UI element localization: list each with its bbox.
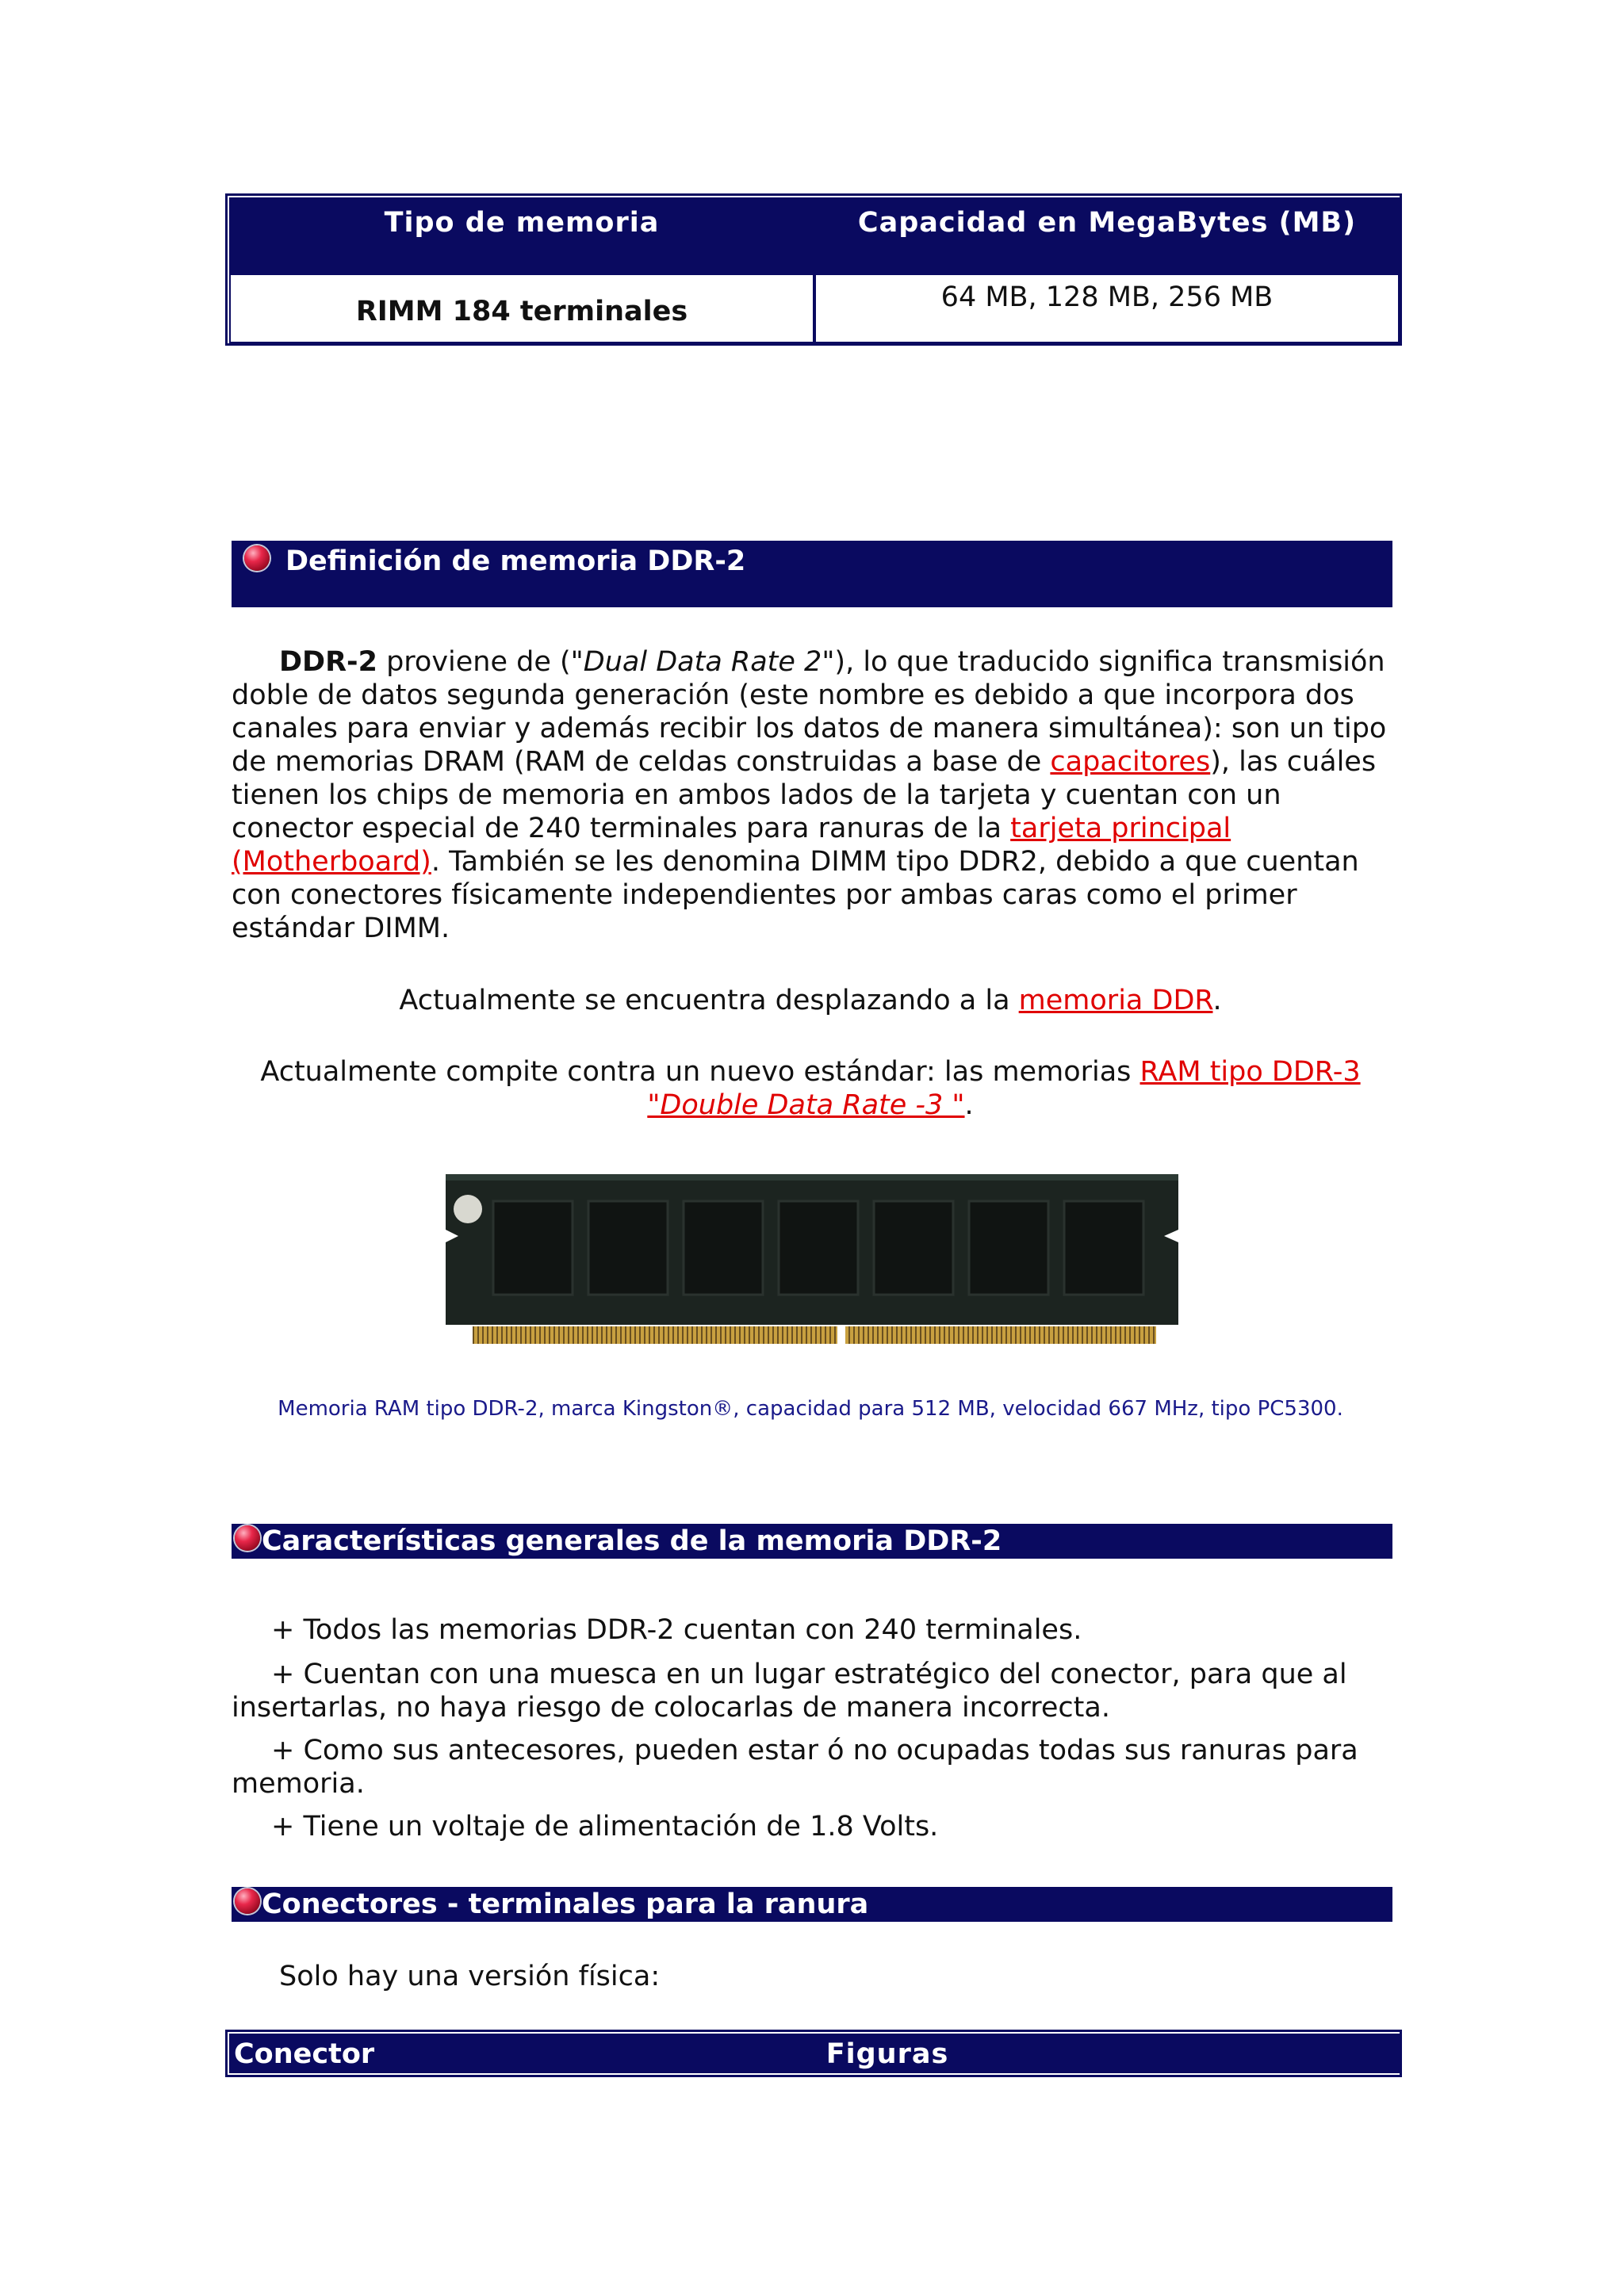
link-memoria-ddr[interactable]: memoria DDR — [1018, 985, 1213, 1016]
header-connector: Conector — [229, 2034, 375, 2073]
ddr2-ram-module-image — [441, 1169, 1183, 1350]
section-title: Conectores - terminales para la ranura — [262, 1888, 869, 1920]
feature-4: + Tiene un voltaje de alimentación de 1.8 Volts. — [271, 1811, 939, 1843]
section-header-ddr2-definition — [232, 541, 1392, 607]
text: Actualmente se encuentra desplazando a la — [399, 985, 1019, 1016]
text: . — [964, 1089, 974, 1121]
image-caption: Memoria RAM tipo DDR-2, marca Kingston®, capacidad para 512 MB, velocidad 667 MHz, tipo PC5300. — [278, 1397, 1343, 1421]
section-title: Características generales de la memoria DDR-2 — [262, 1525, 1002, 1557]
physical-version-text: Solo hay una versión física: — [279, 1961, 661, 1992]
section-header-ddr2-features — [232, 1524, 1392, 1559]
header-figures: Figuras — [375, 2034, 1400, 2073]
cell-memory-type: RIMM 184 terminales — [229, 274, 814, 343]
definition-paragraph — [232, 645, 1389, 945]
text: "), lo que traducido significa transmisión doble de datos segunda generación (este nombre es debido a que incorpora dos canales para enviar y además recibir los datos de manera simultánea): son un tipo de memorias DRAM (RAM de celdas construidas a base de — [232, 646, 1387, 778]
cell-capacity: 64 MB, 128 MB, 256 MB — [814, 274, 1400, 343]
text: proviene de (" — [377, 646, 584, 678]
red-gem-bullet-icon — [244, 545, 270, 571]
text: . — [1212, 985, 1222, 1016]
feature-3: + Como sus antecesores, pueden estar ó no ocupadas todas sus ranuras para memoria. — [232, 1735, 1358, 1800]
dual-data-rate: Dual Data Rate 2 — [583, 646, 822, 678]
link-double-data-rate-3[interactable]: "Double Data Rate -3 " — [647, 1089, 965, 1121]
red-gem-bullet-icon — [235, 1888, 260, 1914]
feature-1: + Todos las memorias DDR-2 cuentan con 240 terminales. — [271, 1614, 1082, 1646]
replacing-paragraph — [232, 984, 1389, 1017]
connector-table — [225, 2030, 1402, 2077]
header-capacity: Capacidad en MegaBytes (MB) — [814, 197, 1400, 274]
capacity-table — [225, 193, 1402, 346]
text: . También se les denomina DIMM tipo DDR2, debido a que cuentan con conectores físicamente independientes por ambas caras como el primer estándar DIMM. — [232, 846, 1359, 944]
feature-2: + Cuentan con una muesca en un lugar estratégico del conector, para que al insertarlas, no haya riesgo de colocarlas de manera incorrecta. — [232, 1659, 1347, 1724]
section-title: Definición de memoria DDR-2 — [285, 545, 746, 577]
link-capacitores[interactable]: capacitores — [1050, 746, 1211, 778]
header-memory-type: Tipo de memoria — [229, 197, 814, 274]
red-gem-bullet-icon — [235, 1525, 260, 1551]
term-ddr2: DDR-2 — [279, 646, 377, 678]
link-motherboard[interactable]: tarjeta principal (Motherboard) — [232, 813, 1231, 878]
text: ), las cuáles tienen los chips de memoria en ambos lados de la tarjeta y cuentan con un conector especial de 240 terminales para ranuras de la — [232, 746, 1377, 844]
competing-paragraph — [232, 1055, 1389, 1122]
section-header-connectors — [232, 1887, 1392, 1922]
text: Actualmente compite contra un nuevo estándar: las memorias — [260, 1056, 1140, 1088]
link-ram-ddr3[interactable]: RAM tipo DDR-3 — [1139, 1056, 1361, 1088]
